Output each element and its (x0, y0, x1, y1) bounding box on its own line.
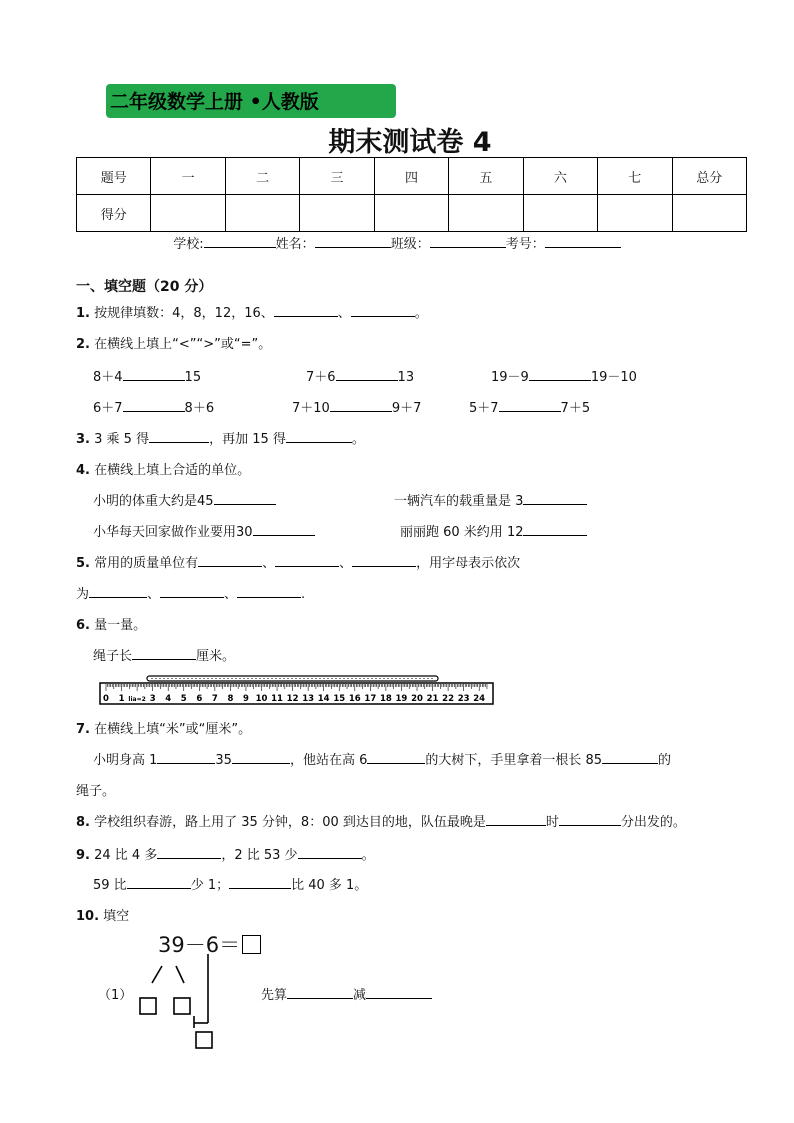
question-text: 时 (545, 815, 559, 830)
compare-item (93, 366, 201, 385)
expr: 8＋4 (93, 370, 123, 385)
expr: 7＋10 (292, 401, 330, 416)
question-number: 10. (76, 909, 100, 924)
punct: . (301, 587, 306, 602)
ruler-with-rope (99, 675, 494, 705)
answer-box[interactable] (174, 998, 190, 1014)
split-diagram (128, 928, 268, 1058)
question-4 (76, 459, 250, 478)
answer-blank[interactable] (330, 399, 392, 412)
answer-blank[interactable] (287, 986, 353, 999)
answer-blank[interactable] (351, 304, 415, 317)
question-number: 6. (76, 618, 90, 633)
ruler-label: 3 (149, 694, 156, 704)
question-text: ，用字母表示依次 (416, 556, 521, 571)
item-text: 小华每天回家做作业要用30 (93, 525, 253, 540)
answer-blank[interactable] (123, 399, 185, 412)
question-number: 1. (76, 306, 90, 321)
question-5-line2 (76, 583, 305, 602)
answer-blank[interactable] (486, 813, 546, 826)
question-10 (76, 905, 129, 924)
separator: 、 (337, 306, 351, 321)
question-text: 少 1； (190, 878, 230, 893)
question-text: 填空 (103, 909, 130, 924)
question-number: 3. (76, 432, 90, 447)
ruler-label: 15 (333, 694, 346, 704)
question-text: 常用的质量单位有 (94, 556, 199, 571)
ruler-label: 22 (442, 694, 455, 704)
question-number: 2. (76, 337, 90, 352)
answer-blank[interactable] (198, 554, 262, 567)
answer-blank[interactable] (160, 585, 224, 598)
score-table-header-cell: 题号 (77, 158, 151, 195)
question-6 (76, 614, 146, 633)
score-table-header-cell: 四 (374, 158, 448, 195)
score-input-cell[interactable] (449, 195, 523, 232)
question-text: 35 (215, 753, 232, 768)
question-text: ，2 比 53 少 (221, 848, 298, 863)
question-text: 的大树下，手里拿着一根长 85 (425, 753, 603, 768)
separator: 、 (224, 587, 238, 602)
unit-item (93, 490, 276, 509)
answer-blank[interactable] (529, 368, 591, 381)
compare-item (306, 366, 414, 385)
question-text: 59 比 (93, 878, 127, 893)
expr: 15 (184, 370, 202, 385)
answer-blank[interactable] (229, 876, 291, 889)
score-table-header-cell: 一 (151, 158, 225, 195)
separator: 、 (262, 556, 276, 571)
answer-blank[interactable] (149, 430, 209, 443)
answer-blank[interactable] (123, 368, 185, 381)
expr: 19－9 (491, 370, 529, 385)
question-2 (76, 333, 271, 352)
question-text: 厘米。 (196, 649, 236, 664)
answer-blank[interactable] (157, 846, 221, 859)
ruler-label: 9 (242, 694, 249, 704)
calc-order (261, 984, 432, 1003)
answer-blank[interactable] (157, 751, 215, 764)
question-number: 7. (76, 722, 90, 737)
ruler-label: 1 (118, 694, 125, 704)
class-label: 班级： (390, 237, 430, 252)
score-input-cell[interactable] (300, 195, 374, 232)
answer-blank[interactable] (559, 813, 621, 826)
ruler-label: 23 (457, 694, 470, 704)
unit-item (394, 490, 587, 509)
answer-blank[interactable] (352, 554, 416, 567)
question-9 (76, 844, 375, 863)
answer-blank[interactable] (336, 368, 398, 381)
score-table-header-cell: 三 (300, 158, 374, 195)
exam-no-label: 考号： (505, 237, 545, 252)
score-table-header-cell: 二 (225, 158, 299, 195)
item-text: 一辆汽车的载重量是 3 (394, 494, 524, 509)
punct: 。 (351, 432, 365, 447)
ruler-label: 16 (348, 694, 361, 704)
question-3 (76, 428, 365, 447)
badge-text: 二年级数学上册 •人教版 (110, 91, 319, 113)
question-text: 减 (353, 988, 367, 1003)
compare-item (292, 397, 421, 416)
answer-blank[interactable] (274, 304, 338, 317)
question-text: 24 比 4 多 (94, 848, 158, 863)
question-7 (76, 718, 251, 737)
compare-item (469, 397, 590, 416)
expr: 8＋6 (184, 401, 215, 416)
answer-blank[interactable] (237, 585, 301, 598)
ruler-label: 13 (302, 694, 315, 704)
item-text: 小明的体重大约是45 (93, 494, 214, 509)
ruler-label: 19 (395, 694, 408, 704)
compare-item (93, 397, 214, 416)
exam-no-field[interactable] (545, 235, 621, 248)
question-text: 在横线上填上“<”“>”或“=”。 (94, 337, 272, 352)
answer-blank[interactable] (499, 399, 561, 412)
ruler-label: 24 (473, 694, 486, 704)
question-text: 量一量。 (94, 618, 147, 633)
score-input-cell[interactable] (598, 195, 672, 232)
score-table-header-cell: 总分 (672, 158, 747, 195)
question-text: 为 (76, 587, 90, 602)
ruler-label: 14 (317, 694, 330, 704)
question-text: 先算 (261, 988, 288, 1003)
expr: 9＋7 (391, 401, 422, 416)
ruler-label: 7 (211, 694, 218, 704)
expr: 7＋5 (560, 401, 591, 416)
score-table-score-row (77, 195, 747, 232)
question-text: 绳子长 (93, 649, 133, 664)
answer-blank[interactable] (367, 751, 425, 764)
expr: 7＋6 (306, 370, 336, 385)
ruler-label: 20 (411, 694, 423, 704)
punct: 。 (361, 848, 375, 863)
rope-length (93, 645, 235, 664)
expression-text: 39－6＝ (158, 933, 241, 957)
score-table-header-cell: 七 (598, 158, 672, 195)
score-table-header-row (77, 158, 747, 195)
question-number: 9. (76, 848, 90, 863)
answer-blank[interactable] (523, 523, 587, 536)
score-input-cell[interactable] (374, 195, 448, 232)
question-5 (76, 552, 520, 571)
score-label-cell: 得分 (77, 195, 151, 232)
expr: 13 (397, 370, 415, 385)
answer-blank[interactable] (232, 751, 290, 764)
punct: 。 (414, 306, 428, 321)
sub-label: （1） (98, 988, 133, 1003)
question-7-line (93, 749, 671, 768)
school-label: 学校: (173, 237, 204, 252)
score-input-cell[interactable] (225, 195, 299, 232)
ruler-label: 11 (271, 694, 283, 704)
answer-blank[interactable] (214, 492, 276, 505)
student-info (0, 233, 794, 252)
expr: 19－10 (590, 370, 637, 385)
name-label: 姓名： (275, 237, 315, 252)
answer-blank[interactable] (253, 523, 315, 536)
ruler-label: 8 (227, 694, 234, 704)
page-title: 期末测试卷 4 (328, 127, 492, 158)
answer-blank[interactable] (523, 492, 587, 505)
class-field[interactable] (430, 235, 506, 248)
answer-blank[interactable] (89, 585, 147, 598)
question-text: 3 乘 5 得 (94, 432, 150, 447)
answer-blank[interactable] (275, 554, 339, 567)
score-input-cell[interactable] (523, 195, 597, 232)
answer-blank[interactable] (366, 986, 432, 999)
question-text: 学校组织春游，路上用了 35 分钟，8：00 到达目的地，队伍最晚是 (94, 815, 486, 830)
name-field[interactable] (315, 235, 391, 248)
question-1 (76, 302, 428, 321)
question-7-line2: 绳子。 (76, 784, 116, 799)
ruler-label: 6 (196, 694, 203, 704)
item-text: 丽丽跑 60 米约用 12 (400, 525, 524, 540)
question-9-line2 (93, 874, 367, 893)
ruler-label: 17 (364, 694, 377, 704)
expr: 5＋7 (469, 401, 499, 416)
ruler-label: 12 (286, 694, 299, 704)
question-text: 在横线上填上合适的单位。 (94, 463, 251, 478)
separator: 、 (147, 587, 161, 602)
question-text: 小明身高 1 (93, 753, 158, 768)
ruler-label: 4 (165, 694, 172, 704)
separator: 、 (339, 556, 353, 571)
question-text: 的 (658, 753, 672, 768)
question-number: 5. (76, 556, 90, 571)
answer-blank[interactable] (127, 876, 191, 889)
question-8 (76, 811, 686, 830)
compare-item (491, 366, 637, 385)
score-table-header-cell: 五 (449, 158, 523, 195)
score-table (76, 157, 747, 232)
answer-blank[interactable] (298, 846, 362, 859)
answer-blank[interactable] (602, 751, 658, 764)
question-number: 4. (76, 463, 90, 478)
unit-item (93, 521, 315, 540)
score-input-cell[interactable] (151, 195, 225, 232)
answer-blank[interactable] (286, 430, 352, 443)
question-text: 按规律填数：4，8，12，16、 (94, 306, 274, 321)
question-number: 8. (76, 815, 90, 830)
question-text: ，他站在高 6 (289, 753, 368, 768)
question-text: 分出发的。 (620, 815, 686, 830)
answer-box[interactable] (196, 1032, 212, 1048)
ruler-label: 10 (255, 694, 268, 704)
school-field[interactable] (204, 235, 276, 248)
answer-blank[interactable] (132, 647, 196, 660)
score-input-cell[interactable] (672, 195, 747, 232)
unit-item (400, 521, 587, 540)
ruler-label: 0 (103, 694, 109, 704)
grade-badge (106, 84, 396, 118)
ruler-label: 5 (180, 694, 187, 704)
score-table-header-cell: 六 (523, 158, 597, 195)
question-text: ，再加 15 得 (209, 432, 286, 447)
answer-box[interactable] (140, 998, 156, 1014)
ruler-label: 18 (379, 694, 392, 704)
expr: 6＋7 (93, 401, 123, 416)
ruler-label: lia=2 (128, 696, 146, 703)
question-text: 比 40 多 1。 (291, 878, 368, 893)
question-text: 在横线上填“米”或“厘米”。 (94, 722, 252, 737)
section-title: 一、填空题（20 分） (76, 279, 213, 295)
ruler-label: 21 (426, 694, 439, 704)
